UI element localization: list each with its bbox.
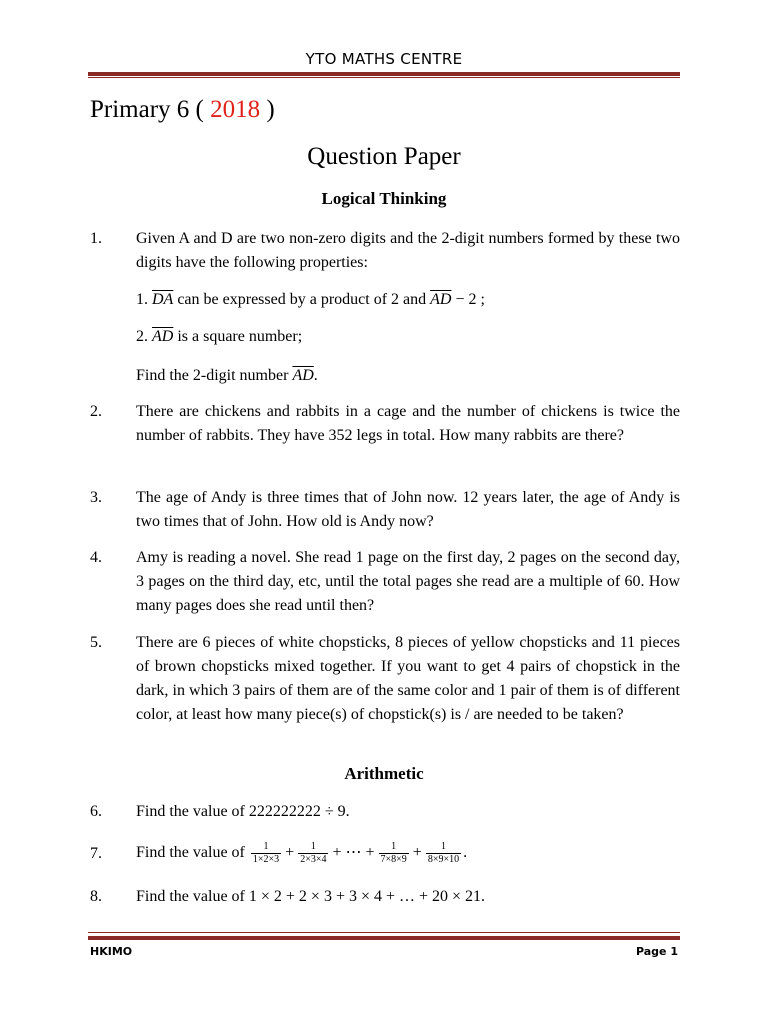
q1-property-2 [136, 325, 302, 349]
question-8 [90, 885, 680, 909]
question-number: 2. [90, 403, 102, 420]
fraction-4: $\frac{1}{8\times 9\times 10}$ [427, 841, 460, 865]
question-text: There are chickens and rabbits in a cage and the number of chickens is twice the number of rabbits. They have 352 legs in total. How many rabbits are there? [136, 403, 680, 444]
q1-property-1 [136, 288, 485, 312]
question-4 [90, 546, 680, 618]
question-1 [90, 227, 680, 275]
variable-ad: $\overline{AD}$ [430, 291, 452, 308]
question-number: 5. [90, 634, 102, 651]
paper-level [90, 96, 275, 124]
variable-da: $\overline{DA}$ [152, 291, 174, 308]
question-3 [90, 486, 680, 534]
question-text: Find the value of 222222222 ÷ 9. [136, 803, 350, 820]
footer-rule [88, 936, 680, 940]
find-text: Find the 2-digit number [136, 367, 289, 384]
question-7 [90, 841, 680, 866]
q1-find [136, 364, 318, 388]
question-6 [90, 800, 680, 824]
question-text: The age of Andy is three times that of John now. 12 years later, the age of Andy is two times that of John. How old is Andy now? [136, 489, 680, 530]
find-end: . [313, 367, 318, 384]
question-number: 1. [90, 230, 102, 247]
question-text: There are 6 pieces of white chopsticks, 8 pieces of yellow chopsticks and 11 pieces of brown chopsticks mixed together. If you want to get 4 pairs of chopstick in the dark, in which 3 pairs of them are of the same color and 1 pair of them is of different color, at least how many piece(s) of chopstick(s) is / are needed to be taken? [136, 634, 680, 723]
variable-ad: $\overline{AD}$ [152, 328, 174, 345]
property-number: 1. [136, 291, 148, 308]
paper-year: 2018 [210, 96, 261, 123]
property-tail: − 2 ; [455, 291, 485, 308]
header-rule [88, 72, 680, 76]
question-text: Find the value of $\frac{1}{1\times 2\times 3}$ + $\frac{1}{2\times 3\times 4}$ + ⋯ + $\frac{1}{7\times 8\times 9}$ + $\frac{1}{8\times 9\times 10}$ . [136, 841, 468, 865]
question-number: 6. [90, 803, 102, 820]
level-close: ) [266, 96, 275, 123]
page-number: Page 1 [635, 945, 678, 958]
question-5 [90, 631, 680, 727]
header-title: YTO MATHS CENTRE [305, 50, 463, 68]
fraction-1: $\frac{1}{1\times 2\times 3}$ [252, 841, 280, 865]
footer-left: HKIMO [90, 945, 133, 958]
question-number: 4. [90, 549, 102, 566]
q7-lead: Find the value of [136, 844, 245, 862]
property-number: 2. [136, 328, 148, 345]
section-arithmetic: Arithmetic [344, 764, 424, 783]
section-logical-thinking: Logical Thinking [321, 189, 447, 208]
property-text: can be expressed by a product of 2 and [177, 291, 427, 308]
question-2 [90, 400, 680, 448]
question-text: Amy is reading a novel. She read 1 page on the first day, 2 pages on the second day, 3 pages on the third day, etc, until the total pages she read are a multiple of 60. How many pages does she read until then? [136, 549, 680, 614]
q7-end: . [463, 844, 468, 862]
question-number: 3. [90, 489, 102, 506]
variable-ad: $\overline{AD}$ [292, 367, 314, 384]
property-text: is a square number; [177, 328, 303, 345]
fraction-2: $\frac{1}{2\times 3\times 4}$ [300, 841, 327, 865]
question-text: Given A and D are two non-zero digits and the 2-digit numbers formed by these two digits have the following properties: [136, 230, 680, 271]
fraction-3: $\frac{1}{7\times 8\times 9}$ [380, 841, 407, 865]
question-number: 8. [90, 888, 102, 905]
question-number: 7. [90, 845, 102, 862]
level-label: Primary 6 ( [90, 96, 204, 123]
question-text: Find the value of 1 × 2 + 2 × 3 + 3 × 4 + … + 20 × 21. [136, 888, 486, 905]
page-title: Question Paper [307, 143, 461, 170]
ellipsis: + ⋯ + [332, 844, 375, 862]
